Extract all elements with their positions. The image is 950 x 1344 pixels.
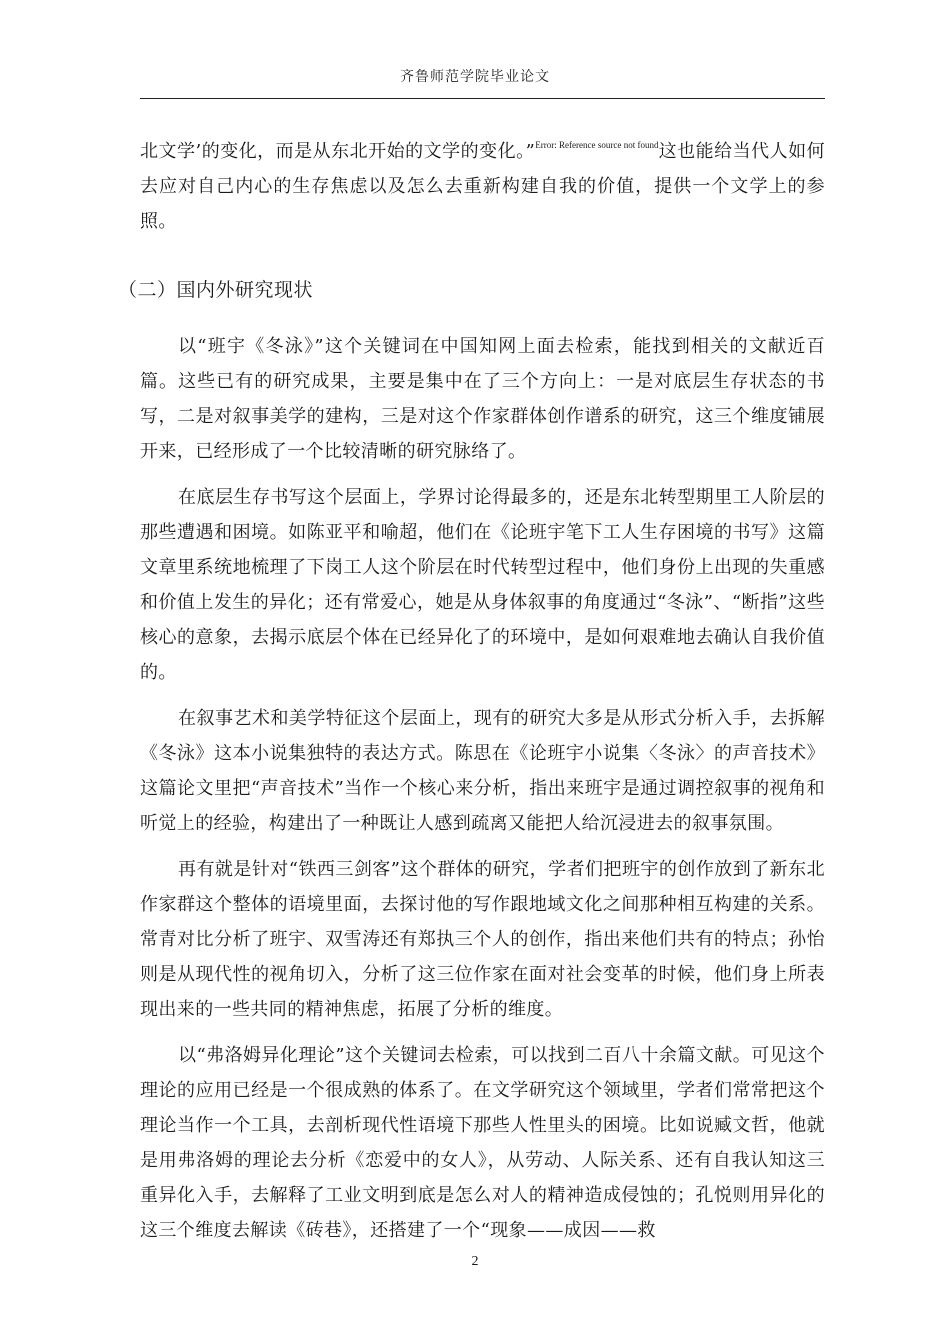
section-heading: （二）国内外研究现状: [118, 279, 314, 301]
page-number: 2: [471, 1254, 479, 1269]
intro-text-before-ref: 北文学’的变化，而是从东北开始的文学的变化。”: [140, 141, 536, 162]
running-header: 齐鲁师范学院毕业论文: [400, 69, 550, 85]
reference-error-superscript: Error: Reference source not found: [535, 140, 659, 150]
body-paragraph-4: 再有就是针对“铁西三剑客”这个群体的研究，学者们把班宇的创作放到了新东北作家群这个整体的语境里面，去探讨他的写作跟地域文化之间那种相互构建的关系。常青对比分析了班宇、双雪涛还有郑执三个人的创作，指出来他们共有的特点；孙怡则是从现代性的视角切入，分析了这三位作家在面对社会变革的时候，他们身上所表现出来的一些共同的精神焦虑，拓展了分析的维度。: [140, 859, 825, 1020]
body-paragraph-2: 在底层生存书写这个层面上，学界讨论得最多的，还是东北转型期里工人阶层的那些遭遇和困境。如陈亚平和喻超，他们在《论班宇笔下工人生存困境的书写》这篇文章里系统地梳理了下岗工人这个阶层在时代转型过程中，他们身份上出现的失重感和价值上发生的异化；还有常爱心，她是从身体叙事的角度通过“冬泳”、“断指”这些核心的意象，去揭示底层个体在已经异化了的环境中，是如何艰难地去确认自我价值的。: [140, 487, 825, 683]
body-paragraph-3: 在叙事艺术和美学特征这个层面上，现有的研究大多是从形式分析入手，去拆解《冬泳》这本小说集独特的表达方式。陈思在《论班宇小说集〈冬泳〉的声音技术》这篇论文里把“声音技术”当作一个核心来分析，指出来班宇是通过调控叙事的视角和听觉上的经验，构建出了一种既让人感到疏离又能把人给沉浸进去的叙事氛围。: [140, 708, 825, 834]
body-paragraph-5: 以“弗洛姆异化理论”这个关键词去检索，可以找到二百八十余篇文献。可见这个理论的应用已经是一个很成熟的体系了。在文学研究这个领域里，学者们常常把这个理论当作一个工具，去剖析现代性语境下那些人性里头的困境。比如说臧文哲，他就是用弗洛姆的理论去分析《恋爱中的女人》，从劳动、人际关系、还有自我认知这三重异化入手，去解释了工业文明到底是怎么对人的精神造成侵蚀的；孔悦则用异化的这三个维度去解读《砖巷》，还搭建了一个“现象——成因——救: [140, 1045, 825, 1241]
body-paragraph-1: 以“班宇《冬泳》”这个关键词在中国知网上面去检索，能找到相关的文献近百篇。这些已有的研究成果，主要是集中在了三个方向上：一是对底层生存状态的书写，二是对叙事美学的建构，三是对这个作家群体创作谱系的研究，这三个维度铺展开来，已经形成了一个比较清晰的研究脉络了。: [140, 336, 825, 462]
header-divider: [140, 98, 825, 99]
intro-paragraph: [140, 134, 825, 239]
intro-text-after-ref: 这也能给当代人如何去应对自己内心的生存焦虑以及怎么去重新构建自我的价值，提供一个文学上的参照。: [140, 141, 825, 232]
body-text: [118, 134, 825, 1248]
